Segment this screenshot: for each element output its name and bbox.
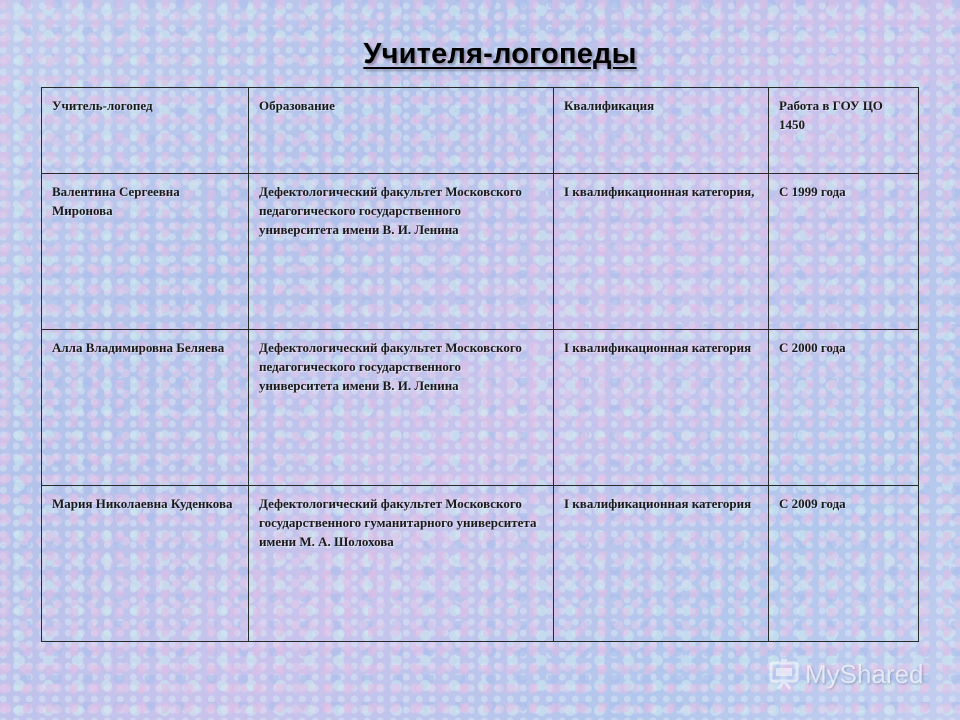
- table-row: [42, 174, 919, 330]
- table-row: [42, 486, 919, 642]
- header-cell-education: Образование: [249, 88, 554, 174]
- watermark-text: MyShared: [805, 658, 924, 689]
- staff-table: [41, 87, 919, 642]
- header-cell-work: Работа в ГОУ ЦО 1450: [769, 88, 919, 174]
- cell-name: Валентина Сергеевна Миронова: [42, 174, 249, 330]
- cell-education: Дефектологический факультет Московского педагогического государственного университета имени В. И. Ленина: [249, 330, 554, 486]
- cell-qualification: I квалификационная категория,: [554, 174, 769, 330]
- cell-education: Дефектологический факультет Московского педагогического государственного университета имени В. И. Ленина: [249, 174, 554, 330]
- header-cell-qualification: Квалификация: [554, 88, 769, 174]
- cell-qualification: I квалификационная категория: [554, 486, 769, 642]
- watermark-logo: [767, 654, 924, 694]
- page-title: Учителя-логопеды: [363, 38, 637, 70]
- header-cell-teacher: Учитель-логопед: [42, 88, 249, 174]
- cell-qualification: I квалификационная категория: [554, 330, 769, 486]
- cell-work-since: С 1999 года: [769, 174, 919, 330]
- cell-name: Алла Владимировна Беляева: [42, 330, 249, 486]
- cell-work-since: С 2009 года: [769, 486, 919, 642]
- cell-name: Мария Николаевна Куденкова: [42, 486, 249, 642]
- table-header-row: [42, 88, 919, 174]
- presentation-board-icon: [767, 657, 801, 691]
- cell-education: Дефектологический факультет Московского государственного гуманитарного университета имени М. А. Шолохова: [249, 486, 554, 642]
- cell-work-since: С 2000 года: [769, 330, 919, 486]
- table-row: [42, 330, 919, 486]
